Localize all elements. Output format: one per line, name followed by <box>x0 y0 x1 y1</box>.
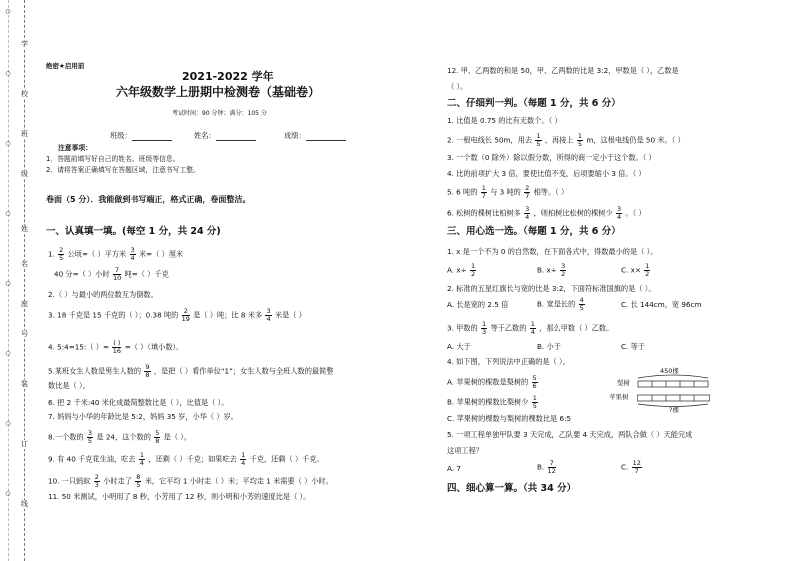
q-text: 3. 18 千克是 15 千克的（ ）；0.38 吨的 <box>48 310 179 320</box>
score-label: 成绩： <box>284 131 306 140</box>
choice-1-option-a <box>447 263 477 278</box>
fraction: $\frac{1}{5}$ <box>577 132 583 148</box>
question-6: 6. 把 2 千米:40 米化成最简整数比是（ ），比值是（ ）。 <box>48 398 229 407</box>
question-3 <box>48 308 306 323</box>
gutter-char: 座 <box>21 300 28 308</box>
fraction: $\frac{7}{10}$ <box>112 266 122 282</box>
q-text: 吨=（ ）千克 <box>124 269 169 279</box>
q-text: 是（ ）吨；比 8 米多 <box>193 310 263 320</box>
question-10 <box>48 474 333 489</box>
fraction: $\frac{3}{4}$ <box>266 307 271 323</box>
fraction: $\frac{4}{5}$ <box>579 296 584 312</box>
section-1-title: 一、认真填一填。(每空 1 分，共 24 分) <box>46 226 221 237</box>
q-text: C. x× <box>621 265 641 275</box>
score-field[interactable] <box>284 131 346 141</box>
question-5-line2: 数比是（ ）。 <box>48 381 90 390</box>
q-text: B. 苹果树的棵数比梨树少 <box>447 397 529 407</box>
q-text: 是 24，这个数的 <box>96 432 151 442</box>
gutter-line-inner <box>24 0 25 561</box>
choice-1: 1. x 是一个不为 0 的自然数，在下面各式中，得数最小的是（ ）。 <box>447 247 658 256</box>
choice-5-line2: 这项工程？ <box>447 446 483 455</box>
fraction: $\frac{9}{8}$ <box>145 363 150 379</box>
fraction: $\frac{1}{4}$ <box>530 320 535 336</box>
section-2-title: 二、仔细判一判。（每题 1 分，共 6 分） <box>447 98 621 109</box>
unknown-brace <box>638 404 708 407</box>
fraction: $\frac{1}{3}$ <box>482 320 487 336</box>
choice-4: 4. 如下图，下列说法中正确的是（ ）。 <box>447 357 570 366</box>
q-text: 10. 一只蚂蚁 <box>48 476 91 486</box>
gutter-char: 号 <box>21 330 28 338</box>
q-text: B. <box>537 462 545 472</box>
fraction: $\frac{2}{19}$ <box>181 307 190 323</box>
q-text: 米是（ ） <box>274 310 306 320</box>
fraction: $\frac{7}{12}$ <box>547 459 556 475</box>
notes-title: 注意事项： <box>58 144 92 152</box>
q-text: 2. 一根电线长 50m，用去 <box>447 135 533 145</box>
diagram-apple-label: 苹果树 <box>609 393 629 401</box>
judge-3: 3. 一个数（0 除外）除以假分数，所得的商一定小于这个数。（ ） <box>447 153 656 162</box>
gutter-char: 名 <box>21 260 28 268</box>
q-text: 等于乙数的 <box>490 323 527 333</box>
fraction: $\frac{1}{5}$ <box>536 132 541 148</box>
q-text: ，是把（ ）看作单位“1”；女生人数与全班人数的最简整 <box>153 366 334 376</box>
gutter-mark: ○ <box>5 490 11 497</box>
question-1b <box>54 267 169 282</box>
choice-1-option-b <box>537 263 567 278</box>
judge-1: 1. 比值是 0.75 的比有无数个。（ ） <box>447 116 562 125</box>
total-brace <box>638 375 708 378</box>
q-text: 是（ ）。 <box>163 432 192 442</box>
name-label: 姓名： <box>194 131 216 140</box>
question-11: 11. 50 米测试，小明用了 8 秒，小芳用了 12 秒，则小明和小芳的速度比是（ ）。 <box>48 492 311 501</box>
judge-6 <box>447 206 646 221</box>
neatness-note: 卷面（5 分）．我能做到书写端正，格式正确，卷面整洁。 <box>46 195 251 204</box>
choice-3-option-c: C. 等于 <box>621 342 645 351</box>
choice-4-option-b <box>447 395 539 410</box>
note-2: 2．请将答案正确填写在答题区域，注意书写工整。 <box>46 166 200 174</box>
q-text: 5. 6 吨的 <box>447 187 478 197</box>
q-text: B. x÷ <box>537 265 557 275</box>
choice-1-option-c <box>621 263 651 278</box>
q-text: 6. 松树的棵树比柏树多 <box>447 208 521 218</box>
binding-gutter <box>0 0 30 561</box>
gutter-mark: ○ <box>5 280 11 287</box>
gutter-char: 姓 <box>21 225 28 233</box>
choice-5: 5. 一项工程单独甲队要 3 天完成，乙队要 4 天完成，两队合做（ ）天能完成 <box>447 430 693 439</box>
choice-2: 2. 标准的五星红旗长与宽的比是 3:2，下面符标准国旗的是（ ）。 <box>447 284 656 293</box>
q-text: 相等。（ ） <box>533 187 569 197</box>
choice-3-option-b: B. 小于 <box>537 342 561 351</box>
q-text: C. <box>621 462 629 472</box>
fraction: $\frac{8}{5}$ <box>136 473 141 489</box>
q-number: 1. <box>48 249 55 259</box>
q-text: m，这根电线仍是 50 米。（ ） <box>586 135 685 145</box>
diagram-total-label: 450棵 <box>660 367 679 375</box>
gutter-mark: ○ <box>5 8 11 15</box>
name-field[interactable] <box>194 131 256 141</box>
q-text: 4. 5:4=15:（ ）= <box>48 342 109 352</box>
section-3-title: 三、用心选一选。（每题 1 分，共 6 分） <box>447 226 621 237</box>
fraction: $\frac{1}{2}$ <box>470 262 476 278</box>
question-4 <box>48 340 183 355</box>
class-field[interactable] <box>110 131 172 141</box>
fraction: $\frac{3}{4}$ <box>616 205 622 221</box>
fraction: $\frac{( )}{16}$ <box>112 339 121 355</box>
class-label: 班级： <box>110 131 132 140</box>
choice-2-option-b <box>537 297 586 312</box>
fraction: $\frac{1}{4}$ <box>241 451 246 467</box>
choice-5-option-a: A. 7 <box>447 464 461 473</box>
choice-4-option-a <box>447 375 539 390</box>
diagram-unknown-label: ?棵 <box>669 406 679 414</box>
fraction: $\frac{5}{6}$ <box>532 374 537 390</box>
q-text: ，再接上 <box>544 135 574 145</box>
secret-label: 绝密★启用前 <box>46 62 85 70</box>
gutter-mark: ○ <box>5 350 11 357</box>
choice-2-option-c: C. 长 144cm，宽 96cm <box>621 300 702 309</box>
choice-5-option-c <box>621 460 643 475</box>
fraction: $\frac{2}{5}$ <box>59 246 64 262</box>
q-text: 千克，还剩（ ）千克。 <box>249 454 324 464</box>
fraction: $\frac{3}{2}$ <box>561 262 566 278</box>
gutter-mark: ○ <box>5 70 11 77</box>
judge-5 <box>447 185 568 200</box>
question-2: 2.（ ）与最小的两位数互为倒数。 <box>48 290 158 299</box>
fraction: $\frac{1}{4}$ <box>139 451 144 467</box>
fraction: $\frac{3}{4}$ <box>130 246 135 262</box>
fraction: $\frac{3}{4}$ <box>525 205 530 221</box>
fraction: $\frac{1}{5}$ <box>532 394 537 410</box>
gutter-mark: ○ <box>5 210 11 217</box>
q-text: ，那么甲数（ ）乙数。 <box>539 323 614 333</box>
q-text: B. 宽是长的 <box>537 299 576 309</box>
q-text: =（ ）（填小数）。 <box>124 342 184 352</box>
choice-2-option-a: A. 长是宽的 2.5 倍 <box>447 300 509 309</box>
gutter-char: 校 <box>21 90 28 98</box>
fraction: $\frac{5}{8}$ <box>155 429 160 445</box>
q-text: 与 3 吨的 <box>490 187 521 197</box>
judge-4: 4. 比的前项扩大 3 倍，要使比值不变，后项要缩小 3 倍。（ ） <box>447 169 646 178</box>
q-text: 3. 甲数的 <box>447 323 478 333</box>
question-5 <box>48 364 333 379</box>
note-1: 1．答题前填写好自己的姓名、班级等信息。 <box>46 155 180 163</box>
q-text: A. x÷ <box>447 265 467 275</box>
q-text: 。（ ） <box>625 208 646 218</box>
gutter-mark: ○ <box>5 140 11 147</box>
time-score: 考试时间：90 分钟；满分：105 分 <box>172 110 267 117</box>
diagram-pear-label: 梨树 <box>617 379 630 387</box>
gutter-char: 级 <box>21 170 28 178</box>
fraction: $\frac{1}{7}$ <box>481 184 486 200</box>
q-text: 40 分=（ ）小时 <box>54 269 110 279</box>
question-12-line2: （ ）。 <box>447 82 468 91</box>
question-12: 12. 甲、乙两数的和是 50，甲、乙两数的比是 3:2，甲数是（ ），乙数是 <box>447 66 679 75</box>
question-9 <box>48 452 324 467</box>
question-8 <box>48 430 191 445</box>
apple-bar <box>638 395 710 401</box>
judge-2 <box>447 133 685 148</box>
q-text: 米=（ ）厘米 <box>138 249 184 259</box>
pear-bar <box>638 381 708 387</box>
q-text: 小时走了 <box>103 476 132 486</box>
choice-3 <box>447 321 613 336</box>
question-7: 7. 妈妈与小华的年龄比是 5:2，妈妈 35 岁，小华（ ）岁。 <box>48 412 238 421</box>
q-text: ，还剩（ ）千克；如果吃去 <box>148 454 237 464</box>
q-text: 米，它平均 1 小时走（ ）米；平均走 1 米需要（ ）小时。 <box>144 476 333 486</box>
exam-title: 六年级数学上册期中检测卷（基础卷） <box>116 85 321 99</box>
fraction: $\frac{2}{3}$ <box>94 473 99 489</box>
q-text: 8.一个数的 <box>48 432 84 442</box>
choice-5-option-b <box>537 460 557 475</box>
gutter-char: 班 <box>21 130 28 138</box>
fraction: $\frac{1}{2}$ <box>645 262 650 278</box>
gutter-char: 订 <box>21 440 28 448</box>
exam-year: 2021-2022 学年 <box>182 70 274 83</box>
gutter-char: 装 <box>21 380 28 388</box>
question-1a <box>48 247 183 262</box>
gutter-char: 学 <box>21 40 28 48</box>
q-text: ，则柏树比松树的棵树少 <box>533 208 613 218</box>
q-text: A. 苹果树的棵数是梨树的 <box>447 377 529 387</box>
q-text: 公顷=（ ）平方米 <box>67 249 127 259</box>
fraction: $\frac{3}{5}$ <box>87 429 93 445</box>
gutter-mark: ○ <box>5 420 11 427</box>
gutter-char: 线 <box>21 500 28 508</box>
segment-diagram <box>635 370 715 410</box>
section-4-title: 四、细心算一算。（共 34 分） <box>447 483 577 494</box>
choice-4-option-c: C. 苹果树的棵数与梨树的棵数比是 6:5 <box>447 414 572 423</box>
choice-3-option-a: A. 大于 <box>447 342 471 351</box>
q-text: 9. 有 40 千克花生油，吃去 <box>48 454 136 464</box>
fraction: $\frac{12}{7}$ <box>632 459 641 475</box>
fraction: $\frac{2}{7}$ <box>525 184 530 200</box>
q-text: 5.某班女生人数是男生人数的 <box>48 366 142 376</box>
